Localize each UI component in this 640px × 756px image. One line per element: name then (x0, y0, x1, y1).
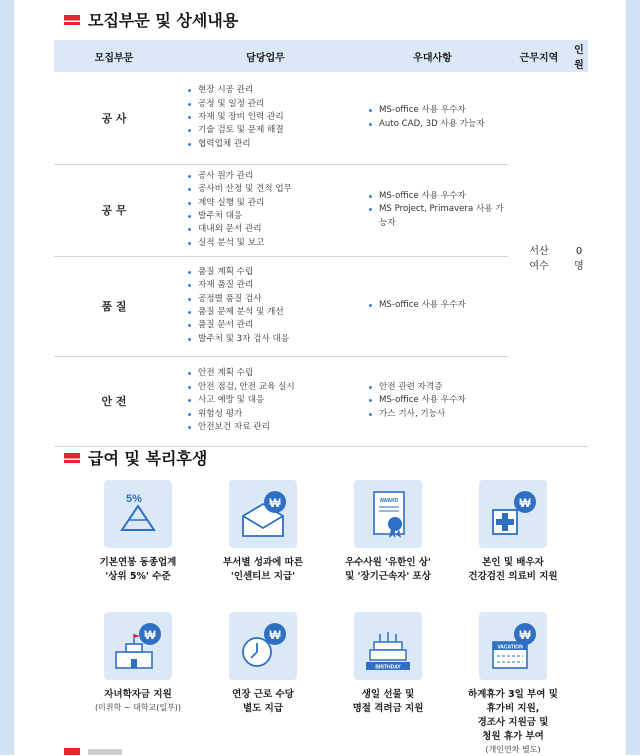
list-item: 협력업체 관리 (186, 138, 356, 151)
benefit-line: 우수사원 '유한인 상' (345, 557, 431, 568)
table-row (54, 356, 588, 446)
bullet-list (186, 367, 356, 434)
benefit-title (203, 688, 323, 716)
duty-cell (174, 72, 357, 164)
bullet-list (367, 381, 507, 421)
list-item: MS-office 사용 우수자 (367, 104, 507, 117)
list-item: MS-office 사용 우수자 (367, 299, 507, 312)
location-line: 서산 (529, 245, 549, 257)
benefit-title (78, 556, 198, 584)
duty-cell (174, 356, 357, 446)
pref-cell (357, 356, 508, 446)
clock-icon (229, 612, 297, 680)
list-item: 기술 검토 및 문제 해결 (186, 124, 356, 137)
bullet-list (186, 266, 356, 346)
list-item: 계약 실행 및 관리 (186, 197, 356, 210)
list-item: 안전 점검, 안전 교육 실시 (186, 381, 356, 394)
award-certificate-icon (354, 480, 422, 548)
right-frame (626, 0, 640, 755)
list-item: 위험성 평가 (186, 408, 356, 421)
percent-label: 5% (126, 493, 142, 505)
won-symbol: ₩ (144, 628, 156, 642)
medical-cross-icon (479, 480, 547, 548)
bullet-list (367, 299, 507, 312)
list-item: 품질 문제 분석 및 개선 (186, 306, 356, 319)
section-title-text: 모집부문 및 상세내용 (88, 11, 239, 30)
list-item: MS Project, Primavera 사용 가능자 (367, 203, 507, 230)
section-title-text: 급여 및 복리후생 (88, 449, 208, 468)
bullet-list (367, 190, 507, 230)
won-symbol: ₩ (269, 496, 281, 510)
benefit-item (203, 612, 323, 716)
benefit-line: 청원 휴가 부여 (482, 731, 544, 742)
bullet-list (186, 84, 356, 151)
vacation-calendar-icon (479, 612, 547, 680)
table-row (54, 256, 588, 356)
recruit-table (54, 40, 588, 447)
table-header-row (54, 40, 588, 72)
list-item: 품질 계획 수립 (186, 266, 356, 279)
benefit-line: 및 '장기근속자' 포상 (345, 571, 431, 582)
section-marker-icon (64, 15, 80, 25)
birthday-cake-icon (354, 612, 422, 680)
dept-cell: 공 무 (54, 164, 174, 256)
won-symbol: ₩ (519, 628, 531, 642)
location-cell (508, 72, 570, 446)
table-header: 모집부문 (54, 40, 174, 72)
benefit-title (453, 556, 573, 584)
benefit-item (328, 480, 448, 584)
benefit-line: 별도 지급 (242, 703, 283, 714)
list-item: 안전 관련 자격증 (367, 381, 507, 394)
benefit-line: 명절 격려금 지원 (352, 703, 424, 714)
bullet-list (186, 170, 356, 250)
vacation-label: VACATION (497, 644, 523, 651)
list-item: 자재 및 장비 인력 관리 (186, 111, 356, 124)
list-item: 사고 예방 및 대응 (186, 394, 356, 407)
next-section-title-cutoff (88, 749, 122, 755)
benefit-item (78, 612, 198, 714)
benefit-item (78, 480, 198, 584)
table-row (54, 72, 588, 164)
pref-cell (357, 164, 508, 256)
dept-cell: 공 사 (54, 72, 174, 164)
list-item: 품질 문서 관리 (186, 319, 356, 332)
benefit-item (453, 612, 573, 756)
school-icon (104, 612, 172, 680)
bullet-list (367, 104, 507, 131)
list-item: 현장 시공 관리 (186, 84, 356, 97)
benefit-item (328, 612, 448, 716)
list-item: MS-office 사용 우수자 (367, 394, 507, 407)
list-item: 공사비 산정 및 견적 업무 (186, 183, 356, 196)
duty-cell (174, 256, 357, 356)
dept-cell: 안 전 (54, 356, 174, 446)
benefit-line: 건강검진 의료비 지원 (468, 571, 558, 582)
list-item: 안전보건 자료 관리 (186, 421, 356, 434)
pyramid-icon (104, 480, 172, 548)
table-header: 우대사항 (357, 40, 508, 72)
headcount-cell: 0 명 (570, 72, 588, 446)
table-header: 인원 (570, 40, 588, 72)
benefit-line: 생일 선물 및 (361, 689, 415, 700)
benefit-title (203, 556, 323, 584)
pref-cell (357, 72, 508, 164)
list-item: 자재 품질 관리 (186, 279, 356, 292)
benefit-line: '상위 5%' 수준 (105, 571, 171, 582)
table-header: 근무지역 (508, 40, 570, 72)
list-item: 가스 기사, 기능사 (367, 408, 507, 421)
list-item: 발주처 및 3자 검사 대응 (186, 333, 356, 346)
section-title-benefits (64, 446, 207, 469)
benefit-title (328, 556, 448, 584)
benefit-item (203, 480, 323, 584)
benefit-subtext: (개인연차 별도) (485, 745, 541, 754)
benefit-line: 기본연봉 동종업계 (99, 557, 177, 568)
list-item: 공사 원가 관리 (186, 170, 356, 183)
list-item: MS-office 사용 우수자 (367, 190, 507, 203)
left-frame (0, 0, 14, 755)
benefit-subtext: (미취학 ~ 대학교(일부)) (94, 703, 182, 712)
table-header: 담당업무 (174, 40, 357, 72)
list-item: 발주처 대응 (186, 210, 356, 223)
benefit-title (78, 688, 198, 702)
benefit-line: 본인 및 배우자 (482, 557, 544, 568)
next-section-marker-icon (64, 748, 80, 755)
location-line: 여수 (529, 260, 549, 272)
list-item: 공정 및 일정 관리 (186, 98, 356, 111)
list-item: 안전 계획 수립 (186, 367, 356, 380)
section-marker-icon (64, 453, 80, 463)
benefit-line: 경조사 지원금 및 (477, 717, 549, 728)
award-label: AWARD (379, 498, 399, 504)
dept-cell: 품 질 (54, 256, 174, 356)
pref-cell (357, 256, 508, 356)
benefit-line: 휴가비 지원, (486, 703, 540, 714)
page-content (14, 0, 626, 755)
won-symbol: ₩ (269, 628, 281, 642)
benefit-line: 하계휴가 3일 부여 및 (468, 689, 558, 700)
list-item: 실적 분석 및 보고 (186, 237, 356, 250)
list-item: Auto CAD, 3D 사용 가능자 (367, 118, 507, 131)
benefit-line: 자녀학자금 지원 (104, 689, 172, 700)
birthday-label: BIRTHDAY (375, 664, 401, 671)
benefit-title (328, 688, 448, 716)
duty-cell (174, 164, 357, 256)
section-title-recruit (64, 8, 238, 31)
table-row (54, 164, 588, 256)
benefit-line: 부서별 성과에 따른 (222, 557, 304, 568)
benefit-item (453, 480, 573, 584)
benefit-line: '인센티브 지급' (230, 571, 296, 582)
envelope-won-icon (229, 480, 297, 548)
benefit-line: 연장 근로 수당 (232, 689, 294, 700)
won-symbol: ₩ (519, 496, 531, 510)
benefit-title (453, 688, 573, 744)
list-item: 공정별 품질 검사 (186, 293, 356, 306)
list-item: 대내외 문서 관리 (186, 223, 356, 236)
